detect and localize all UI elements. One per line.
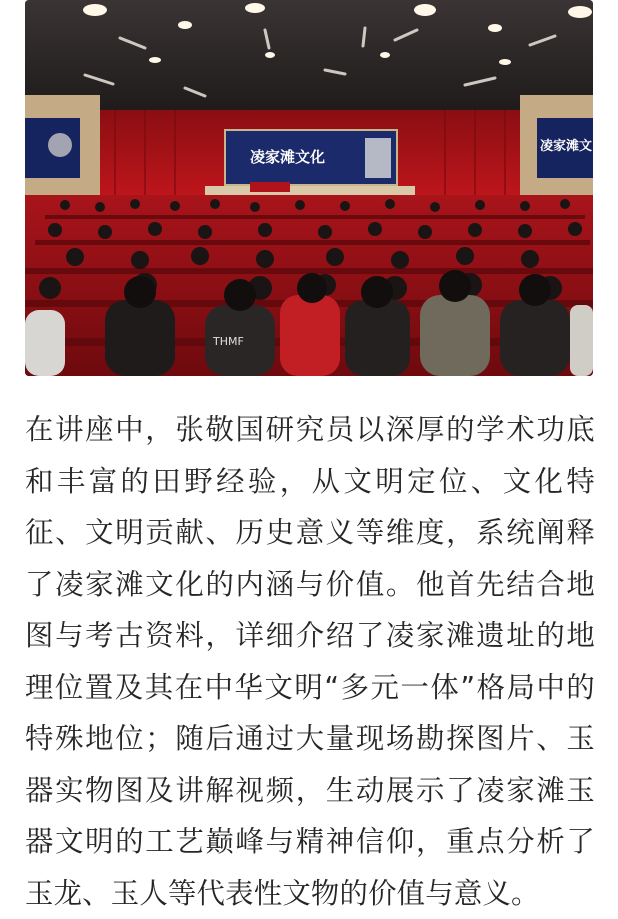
article-paragraph: 在讲座中，张敬国研究员以深厚的学术功底和丰富的田野经验，从文明定位、文化特征、文明贡献、历史意义等维度，系统阐释了凌家滩文化的内涵与价值。他首先结合地图与考古资料，详细介绍了凌家滩遗址的地理位置及其在中华文明“多元一体”格局中的特殊地位；随后通过大量现场勘探图片、玉器实物图及讲解视频，生动展示了凌家滩玉器文明的工艺巅峰与精神信仰，重点分析了玉龙、玉人等代表性文物的价值与意义。 — [25, 413, 595, 910]
lecture-hall-photo — [25, 0, 593, 376]
right-screen-title: 凌家滩文 — [540, 139, 593, 154]
article-body — [25, 404, 595, 919]
center-screen-title: 凌家滩文化 — [250, 148, 326, 166]
svg-text:THMF: THMF — [213, 335, 244, 348]
